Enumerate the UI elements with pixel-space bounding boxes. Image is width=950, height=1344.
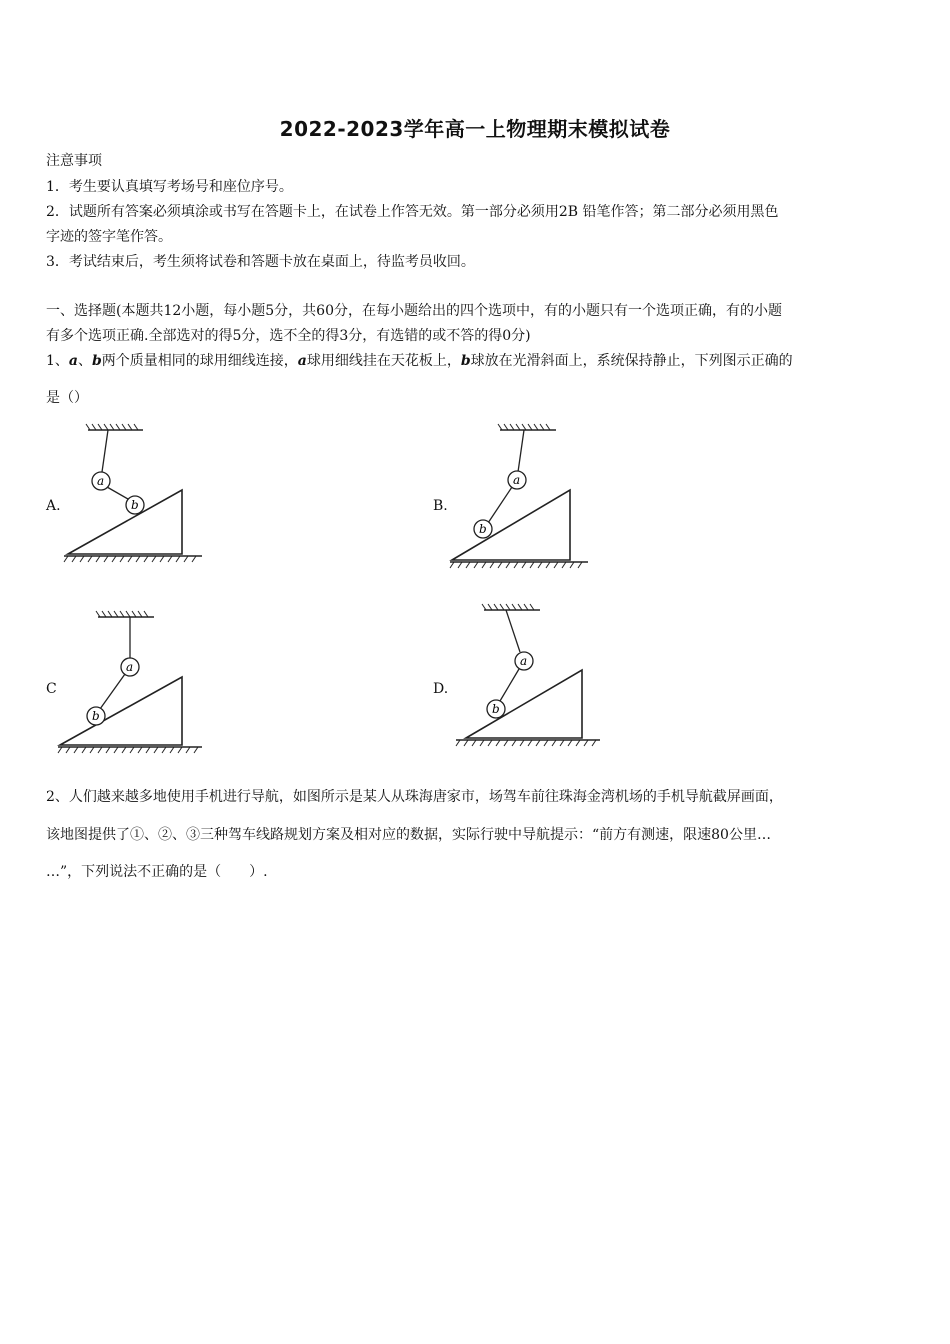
q1-text-2: 球用细线挂在天花板上，	[306, 353, 461, 369]
option-b-label: B.	[433, 498, 448, 514]
notice-item-1: 1．考生要认真填写考场号和座位序号。	[46, 179, 293, 195]
q1-var-a2: a	[297, 353, 307, 369]
option-a-figure	[60, 420, 210, 570]
option-d-ball-b: b	[492, 702, 500, 716]
notice-item-3: 3．考试结束后，考生须将试卷和答题卡放在桌面上，待监考员收回。	[46, 254, 475, 270]
q1-var-a: a	[68, 353, 78, 369]
option-c-label: C	[46, 681, 57, 697]
option-c-ball-b: b	[92, 709, 100, 723]
option-b-figure	[446, 420, 596, 570]
option-b-ball-b: b	[479, 522, 487, 536]
q1-number: 1、	[46, 353, 69, 369]
q1-var-b2: b	[460, 353, 471, 369]
option-d-ball-a: a	[520, 654, 528, 668]
question-2-line1: 2、人们越来越多地使用手机进行导航，如图所示是某人从珠海唐家市，场驾车前往珠海金湾机场的手机导航截屏画面，	[46, 789, 783, 805]
question-1-stem-cont: 是（）	[46, 390, 88, 406]
option-d-label: D.	[433, 681, 449, 697]
question-1-stem	[46, 351, 908, 371]
section-heading-line1: 一、选择题(本题共12小题，每小题5分，共60分，在每小题给出的四个选项中，有的小题只有一个选项正确，有的小题	[46, 303, 782, 319]
notice-item-2-cont: 字迹的签字笔作答。	[46, 229, 172, 245]
question-2-line2: 该地图提供了①、②、③三种驾车线路规划方案及相对应的数据，实际行驶中导航提示：“前方有测速，限速80公里…	[46, 827, 771, 843]
option-c-ball-a: a	[126, 660, 134, 674]
option-a-ball-b: b	[131, 498, 139, 512]
option-a-label: A.	[46, 498, 61, 514]
notice-heading: 注意事项	[46, 153, 102, 169]
option-a-ball-a: a	[97, 474, 105, 488]
option-d-figure	[452, 600, 602, 750]
q1-text-3: 球放在光滑斜面上，系统保持静止，下列图示正确的	[470, 353, 793, 369]
question-2-line3: …”，下列说法不正确的是（ ）.	[46, 864, 268, 880]
q1-sep: 、	[78, 353, 92, 369]
page-title: 2022-2023学年高一上物理期末模拟试卷	[279, 117, 671, 141]
option-c-figure	[54, 605, 204, 755]
section-heading-line2: 有多个选项正确.全部选对的得5分，选不全的得3分，有选错的或不答的得0分)	[46, 328, 531, 344]
q1-var-b: b	[92, 353, 102, 369]
notice-item-2: 2．试题所有答案必须填涂或书写在答题卡上，在试卷上作答无效。第一部分必须用2B 铅笔作答；第二部分必须用黑色	[46, 204, 779, 220]
option-b-ball-a: a	[513, 473, 521, 487]
q1-text-1: 两个质量相同的球用细线连接，	[101, 353, 298, 369]
